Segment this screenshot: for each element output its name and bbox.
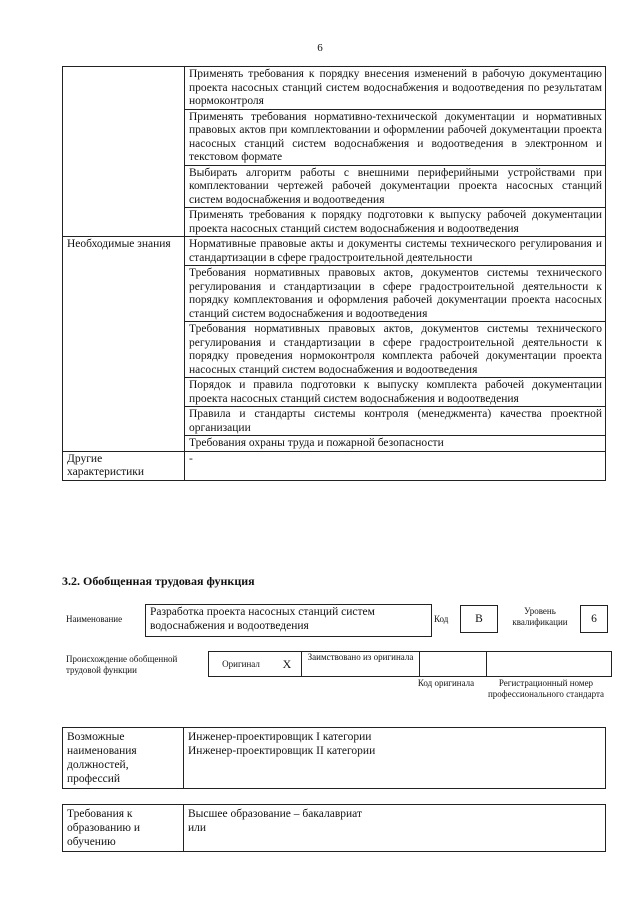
education-item: Высшее образование – бакалавриат: [188, 808, 362, 820]
positions-label: Возможные наименования должностей, профессий: [63, 728, 184, 789]
education-table: [62, 804, 606, 852]
row-text: Правила и стандарты системы контроля (менеджмента) качества проектной организации: [185, 407, 606, 436]
page-number: 6: [317, 42, 323, 54]
row-text: Требования охраны труда и пожарной безопасности: [185, 436, 606, 452]
origin-reg-cell: [487, 652, 612, 677]
borrowed-label: Заимствовано из оригинала: [302, 652, 420, 677]
original-label: Оригинал: [209, 652, 274, 677]
table-row: [63, 451, 606, 480]
level-value-box: 6: [580, 605, 608, 633]
row-text: Требования нормативных правовых актов, документов системы технического регулирования и стандартизации в сфере градостроительной деятельности к порядку комплектования и оформления рабочей документации проекта насосных станций систем водоснабжения и водоотведения: [185, 266, 606, 322]
row-label: Другие характеристики: [63, 451, 185, 480]
origin-label: Происхождение обобщенной трудовой функции: [66, 654, 178, 675]
row-text: Применять требования к порядку подготовки к выпуску рабочей документации проекта насосных станций систем водоснабжения и водоотведения: [185, 208, 606, 237]
row-text: -: [185, 451, 606, 480]
code-caption: Код оригинала: [417, 678, 475, 688]
position-item: Инженер-проектировщик II категории: [188, 745, 376, 757]
row-text: Требования нормативных правовых актов, документов системы технического регулирования и стандартизации в сфере градостроительной деятельности к порядку проведения нормоконтроля комплекта рабочей документации проекта насосных станций систем водоснабжения и водоотведения: [185, 322, 606, 378]
skills-knowledge-table: [62, 66, 606, 481]
level-label: Уровень квалификации: [512, 606, 568, 627]
education-item: или: [188, 822, 207, 834]
function-name-box: Разработка проекта насосных станций систем водоснабжения и водоотведения: [145, 604, 432, 637]
row-text: Применять требования нормативно-технической документации и нормативных правовых актов при комплектовании и оформлении рабочей документации проекта насосных станций систем водоснабжения и водоотведения в электронном и текстовом формате: [185, 109, 606, 165]
row-text: Выбирать алгоритм работы с внешними периферийными устройствами при комплектовании чертежей рабочей документации проекта насосных станций систем водоснабжения и водоотведения: [185, 165, 606, 208]
section-title: 3.2. Обобщенная трудовая функция: [62, 574, 255, 588]
reg-caption: Регистрационный номер профессионального стандарта: [487, 678, 605, 699]
row-text: Нормативные правовые акты и документы системы технического регулирования и стандартизации в сфере градостроительной деятельности: [185, 237, 606, 266]
name-label: Наименование: [66, 614, 123, 624]
education-label: Требования к образованию и обучению: [63, 805, 184, 852]
row-label: Необходимые знания: [63, 237, 185, 452]
education-values: [184, 805, 606, 852]
position-item: Инженер-проектировщик I категории: [188, 731, 372, 743]
positions-table: [62, 727, 606, 789]
positions-values: [184, 728, 606, 789]
table-row: [63, 67, 606, 110]
code-value-box: B: [460, 605, 498, 633]
original-mark: X: [273, 652, 302, 677]
origin-code-cell: [420, 652, 487, 677]
code-label: Код: [434, 614, 449, 624]
row-text: Применять требования к порядку внесения изменений в рабочую документацию проекта насосных станций систем водоснабжения и водоотведения по результатам нормоконтроля: [185, 67, 606, 110]
row-text: Порядок и правила подготовки к выпуску комплекта рабочей документации проекта насосных станций систем водоснабжения и водоотведения: [185, 378, 606, 407]
table-row: [63, 237, 606, 266]
origin-table: [208, 651, 612, 677]
row-label: [63, 67, 185, 237]
